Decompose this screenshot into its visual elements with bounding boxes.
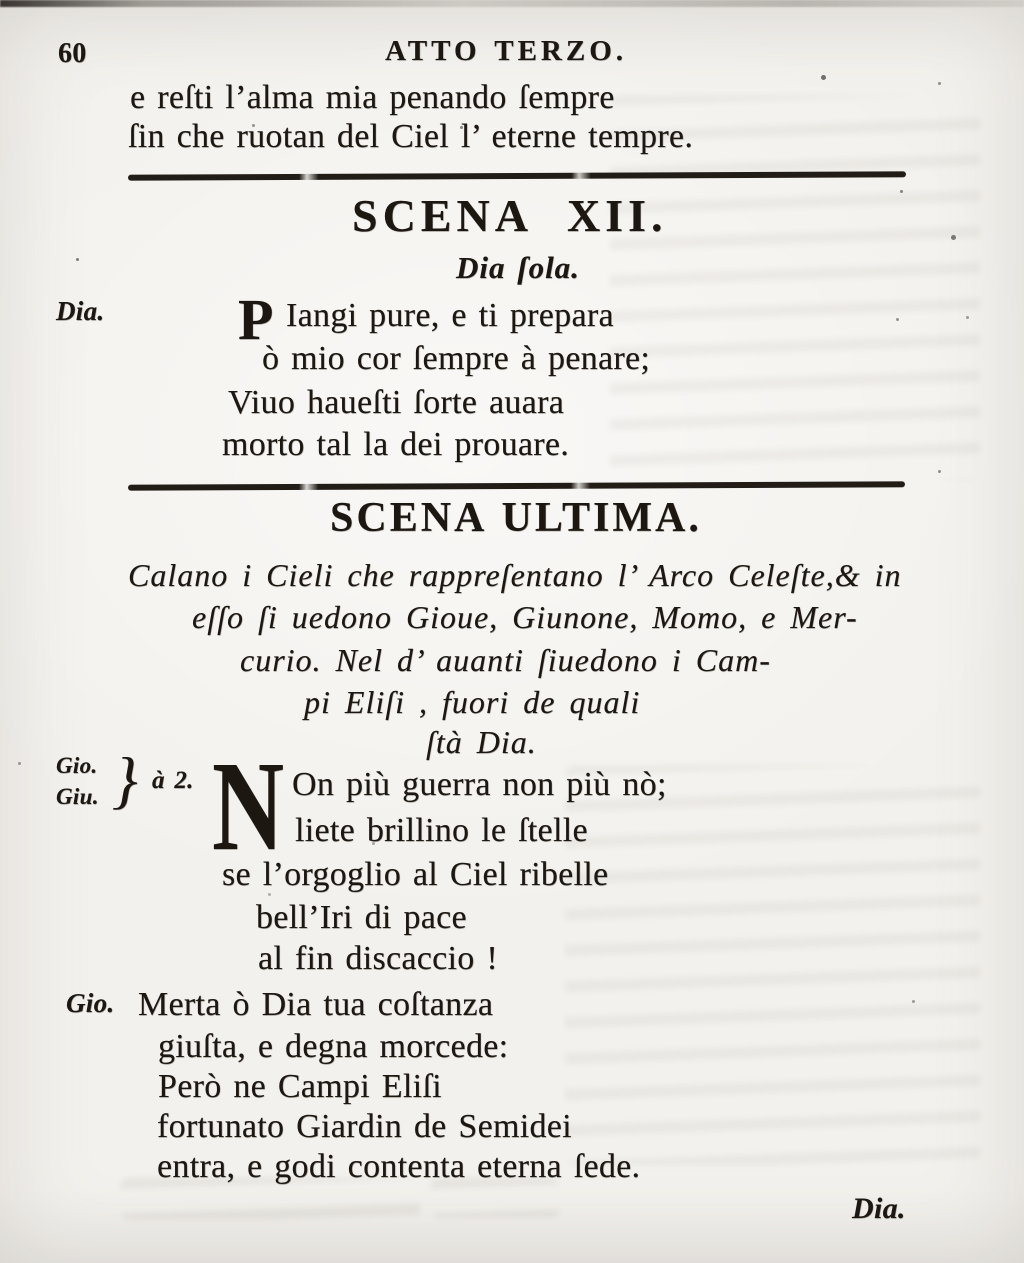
verse-line: bell’Iri di pace <box>256 899 467 936</box>
drop-cap-P: P <box>238 287 274 352</box>
duet-direction: à 2. <box>152 767 194 794</box>
scene-stage-direction: Dia ſola. <box>456 250 580 285</box>
speaker-label-giu: Giu. <box>56 784 99 809</box>
stage-direction-line: ſtà Dia. <box>426 724 537 760</box>
scene-heading: SCENA ULTIMA. <box>330 495 702 541</box>
scene-heading-word: SCENA <box>352 190 533 241</box>
verse-line: liete brillino le ſtelle <box>295 812 588 849</box>
verse-line: e reſti l’alma mia penando ſempre <box>130 79 615 116</box>
verse-line: ò mio cor ſempre à penare; <box>262 340 651 377</box>
verse-line: giuſta, e degna morcede: <box>158 1028 509 1065</box>
drop-cap-N: N <box>212 735 285 877</box>
verse-line: Però ne Campi Eliſi <box>158 1068 442 1105</box>
scene-heading-numeral: XII. <box>566 190 668 241</box>
verse-line: Merta ò Dia tua coſtanza <box>138 986 494 1023</box>
duet-brace: } <box>112 744 138 815</box>
catchword: Dia. <box>852 1192 906 1225</box>
bleed-through-ghost <box>565 765 980 1165</box>
speaker-label-gio: Gio. <box>56 753 98 778</box>
verse-line: morto tal la dei prouare. <box>222 426 570 463</box>
running-header: ATTO TERZO. <box>385 35 628 67</box>
verse-line: On più guerra non più nò; <box>292 766 667 803</box>
verse-line: se l’orgoglio al Ciel ribelle <box>222 856 609 893</box>
verse-line: ſin che ruotan del Ciel l’ eterne tempre. <box>128 118 694 155</box>
page-number: 60 <box>58 38 87 69</box>
verse-line: entra, e godi contenta eterna ſede. <box>157 1148 641 1185</box>
stage-direction-line: Calano i Cieli che rappreſentano l’ Arco Celeſte,& in <box>128 557 902 593</box>
verse-line: Viuo haueſti ſorte auara <box>228 384 565 421</box>
verse-line: fortunato Giardin de Semidei <box>157 1108 572 1145</box>
paper-specks <box>0 0 3 3</box>
stage-direction-line: pi Eliſi , fuori de quali <box>304 684 641 720</box>
verse-line: Iangi pure, e ti prepara <box>286 297 614 334</box>
scene-heading <box>352 190 668 241</box>
section-divider-rule <box>128 481 905 490</box>
speaker-label-gio: Gio. <box>66 988 115 1018</box>
stage-direction-line: eſſo ſi uedono Gioue, Giunone, Momo, e Mer- <box>192 599 858 635</box>
scan-top-edge <box>0 0 1024 7</box>
speaker-label-dia: Dia. <box>56 296 105 326</box>
verse-line: al fin discaccio ! <box>258 940 499 977</box>
stage-direction-line: curio. Nel d’ auanti ſiuedono i Cam- <box>240 642 771 678</box>
